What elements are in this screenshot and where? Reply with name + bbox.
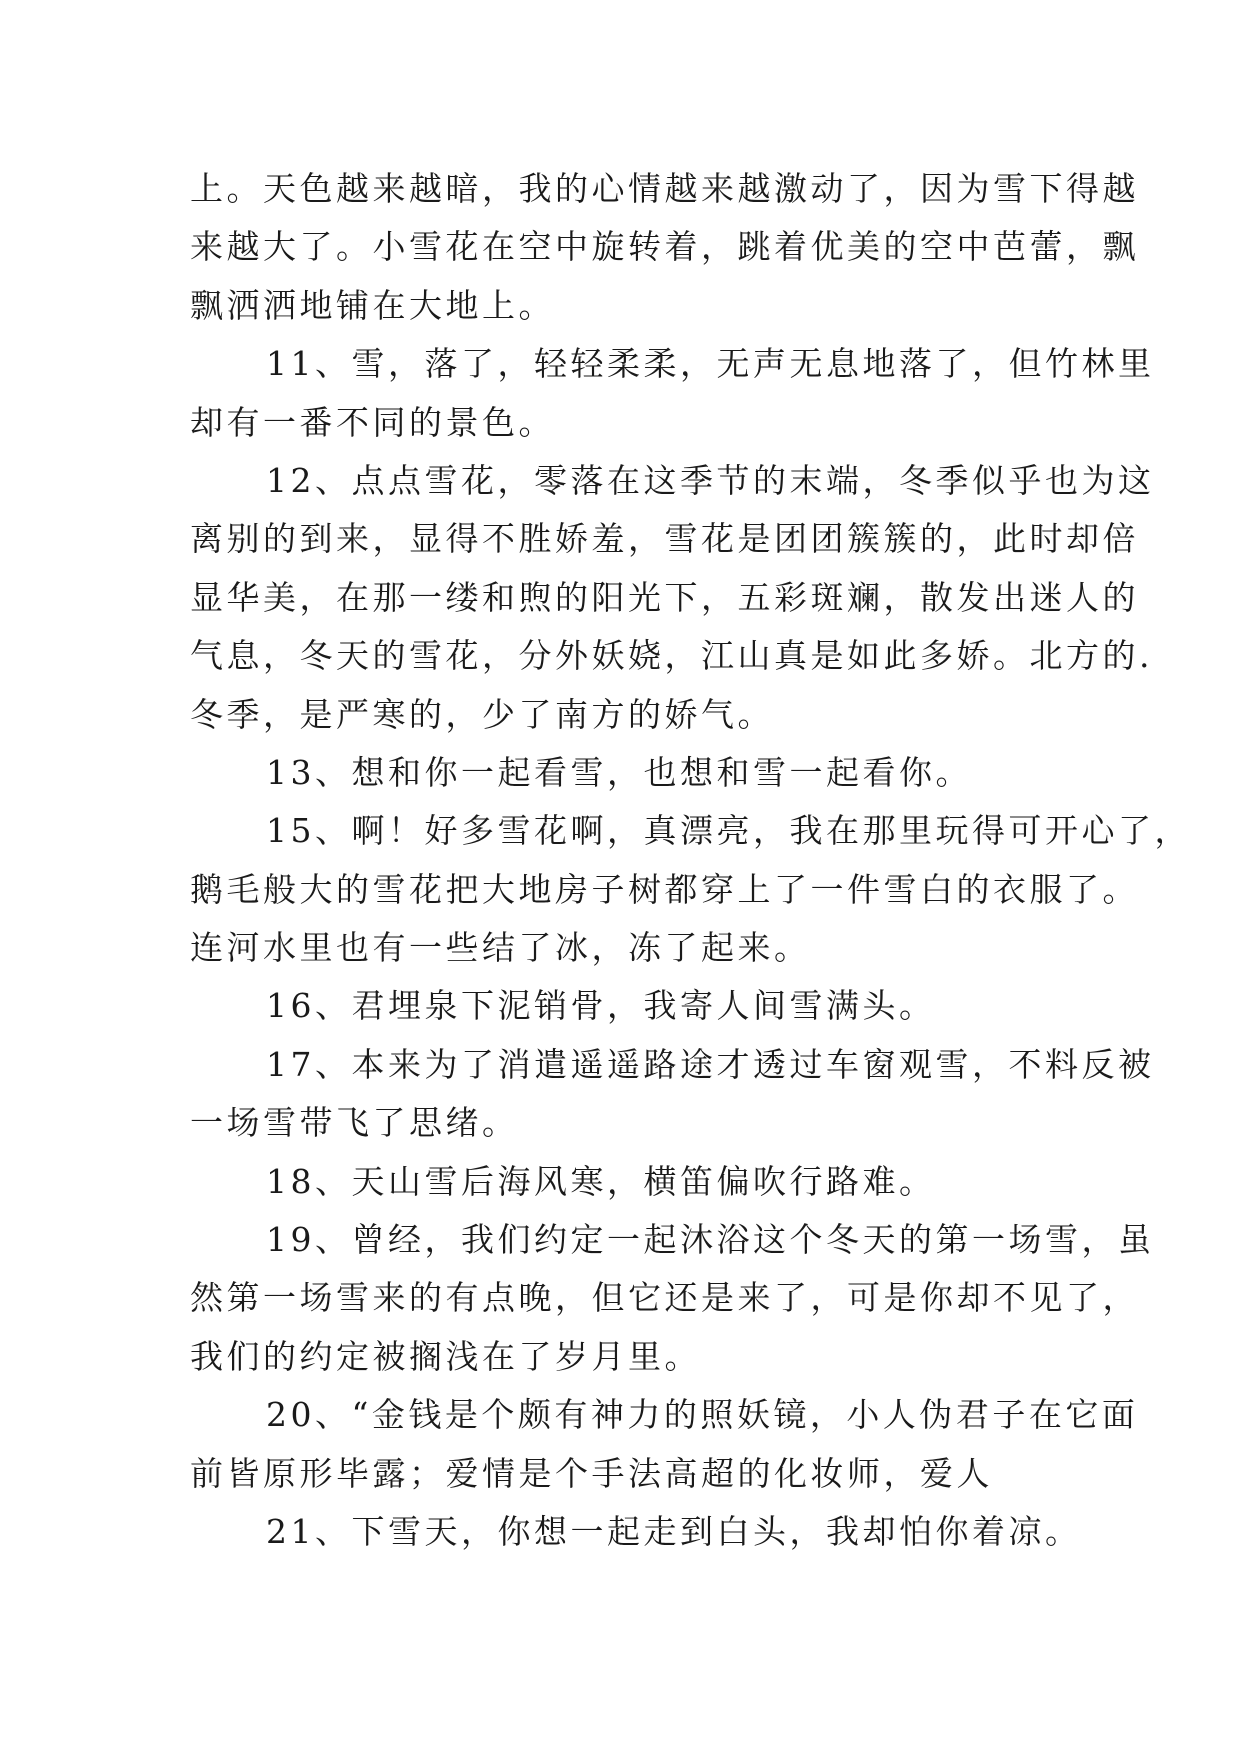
text-line: 20、“金钱是个颇有神力的照妖镜，小人伪君子在它面 — [266, 1395, 1139, 1435]
text-line: 来越大了。小雪花在空中旋转着，跳着优美的空中芭蕾，飘 — [190, 227, 1139, 267]
text-line: 17、本来为了消遣遥遥路途才透过车窗观雪，不料反被 — [266, 1044, 1155, 1084]
text-line: 然第一场雪来的有点晚，但它还是来了，可是你却不见了， — [190, 1278, 1139, 1318]
text-line: 15、啊！好多雪花啊，真漂亮，我在那里玩得可开心了， — [266, 811, 1191, 851]
paragraph — [190, 1036, 1155, 1153]
text-line: 显华美，在那一缕和煦的阳光下，五彩斑斓，散发出迷人的 — [190, 577, 1139, 617]
paragraph — [190, 335, 1155, 452]
text-line: 一场雪带飞了思绪。 — [190, 1103, 519, 1143]
paragraph — [190, 1153, 1070, 1211]
text-line: 离别的到来，显得不胜娇羞，雪花是团团簇簇的，此时却倍 — [190, 519, 1139, 559]
paragraph — [190, 977, 1070, 1035]
text-line: 18、天山雪后海风寒，横笛偏吹行路难。 — [266, 1161, 936, 1201]
paragraph — [190, 744, 1070, 802]
text-line: 11、雪，落了，轻轻柔柔，无声无息地落了，但竹林里 — [266, 344, 1155, 384]
text-line: 我们的约定被搁浅在了岁月里。 — [190, 1336, 701, 1376]
paragraph — [190, 452, 1155, 744]
text-line: 12、点点雪花，零落在这季节的末端，冬季似乎也为这 — [266, 460, 1155, 500]
text-line: 却有一番不同的景色。 — [190, 402, 555, 442]
text-line: 鹅毛般大的雪花把大地房子树都穿上了一件雪白的衣服了。 — [190, 869, 1139, 909]
text-line: 前皆原形毕露；爱情是个手法高超的化妆师，爱人 — [190, 1453, 993, 1493]
text-line: 飘洒洒地铺在大地上。 — [190, 285, 555, 325]
text-line: 16、君埋泉下泥销骨，我寄人间雪满头。 — [266, 986, 936, 1026]
paragraph — [190, 802, 1191, 977]
paragraph — [190, 160, 1139, 335]
text-line: 13、想和你一起看雪，也想和雪一起看你。 — [266, 752, 972, 792]
text-line: 21、下雪天，你想一起走到白头，我却怕你着凉。 — [266, 1511, 1082, 1551]
text-line: 冬季，是严寒的，少了南方的娇气。 — [190, 694, 774, 734]
text-line: 19、曾经，我们约定一起沐浴这个冬天的第一场雪，虽 — [266, 1220, 1155, 1260]
text-line: 上。天色越来越暗，我的心情越来越激动了，因为雪下得越 — [190, 169, 1139, 208]
paragraph — [190, 1503, 1082, 1561]
text-line: 连河水里也有一些结了冰，冻了起来。 — [190, 928, 811, 968]
paragraph — [190, 1386, 1139, 1503]
paragraph — [190, 1211, 1155, 1386]
text-line: 气息，冬天的雪花，分外妖娆，江山真是如此多娇。北方的. — [190, 636, 1153, 676]
document-body — [190, 160, 1191, 1561]
